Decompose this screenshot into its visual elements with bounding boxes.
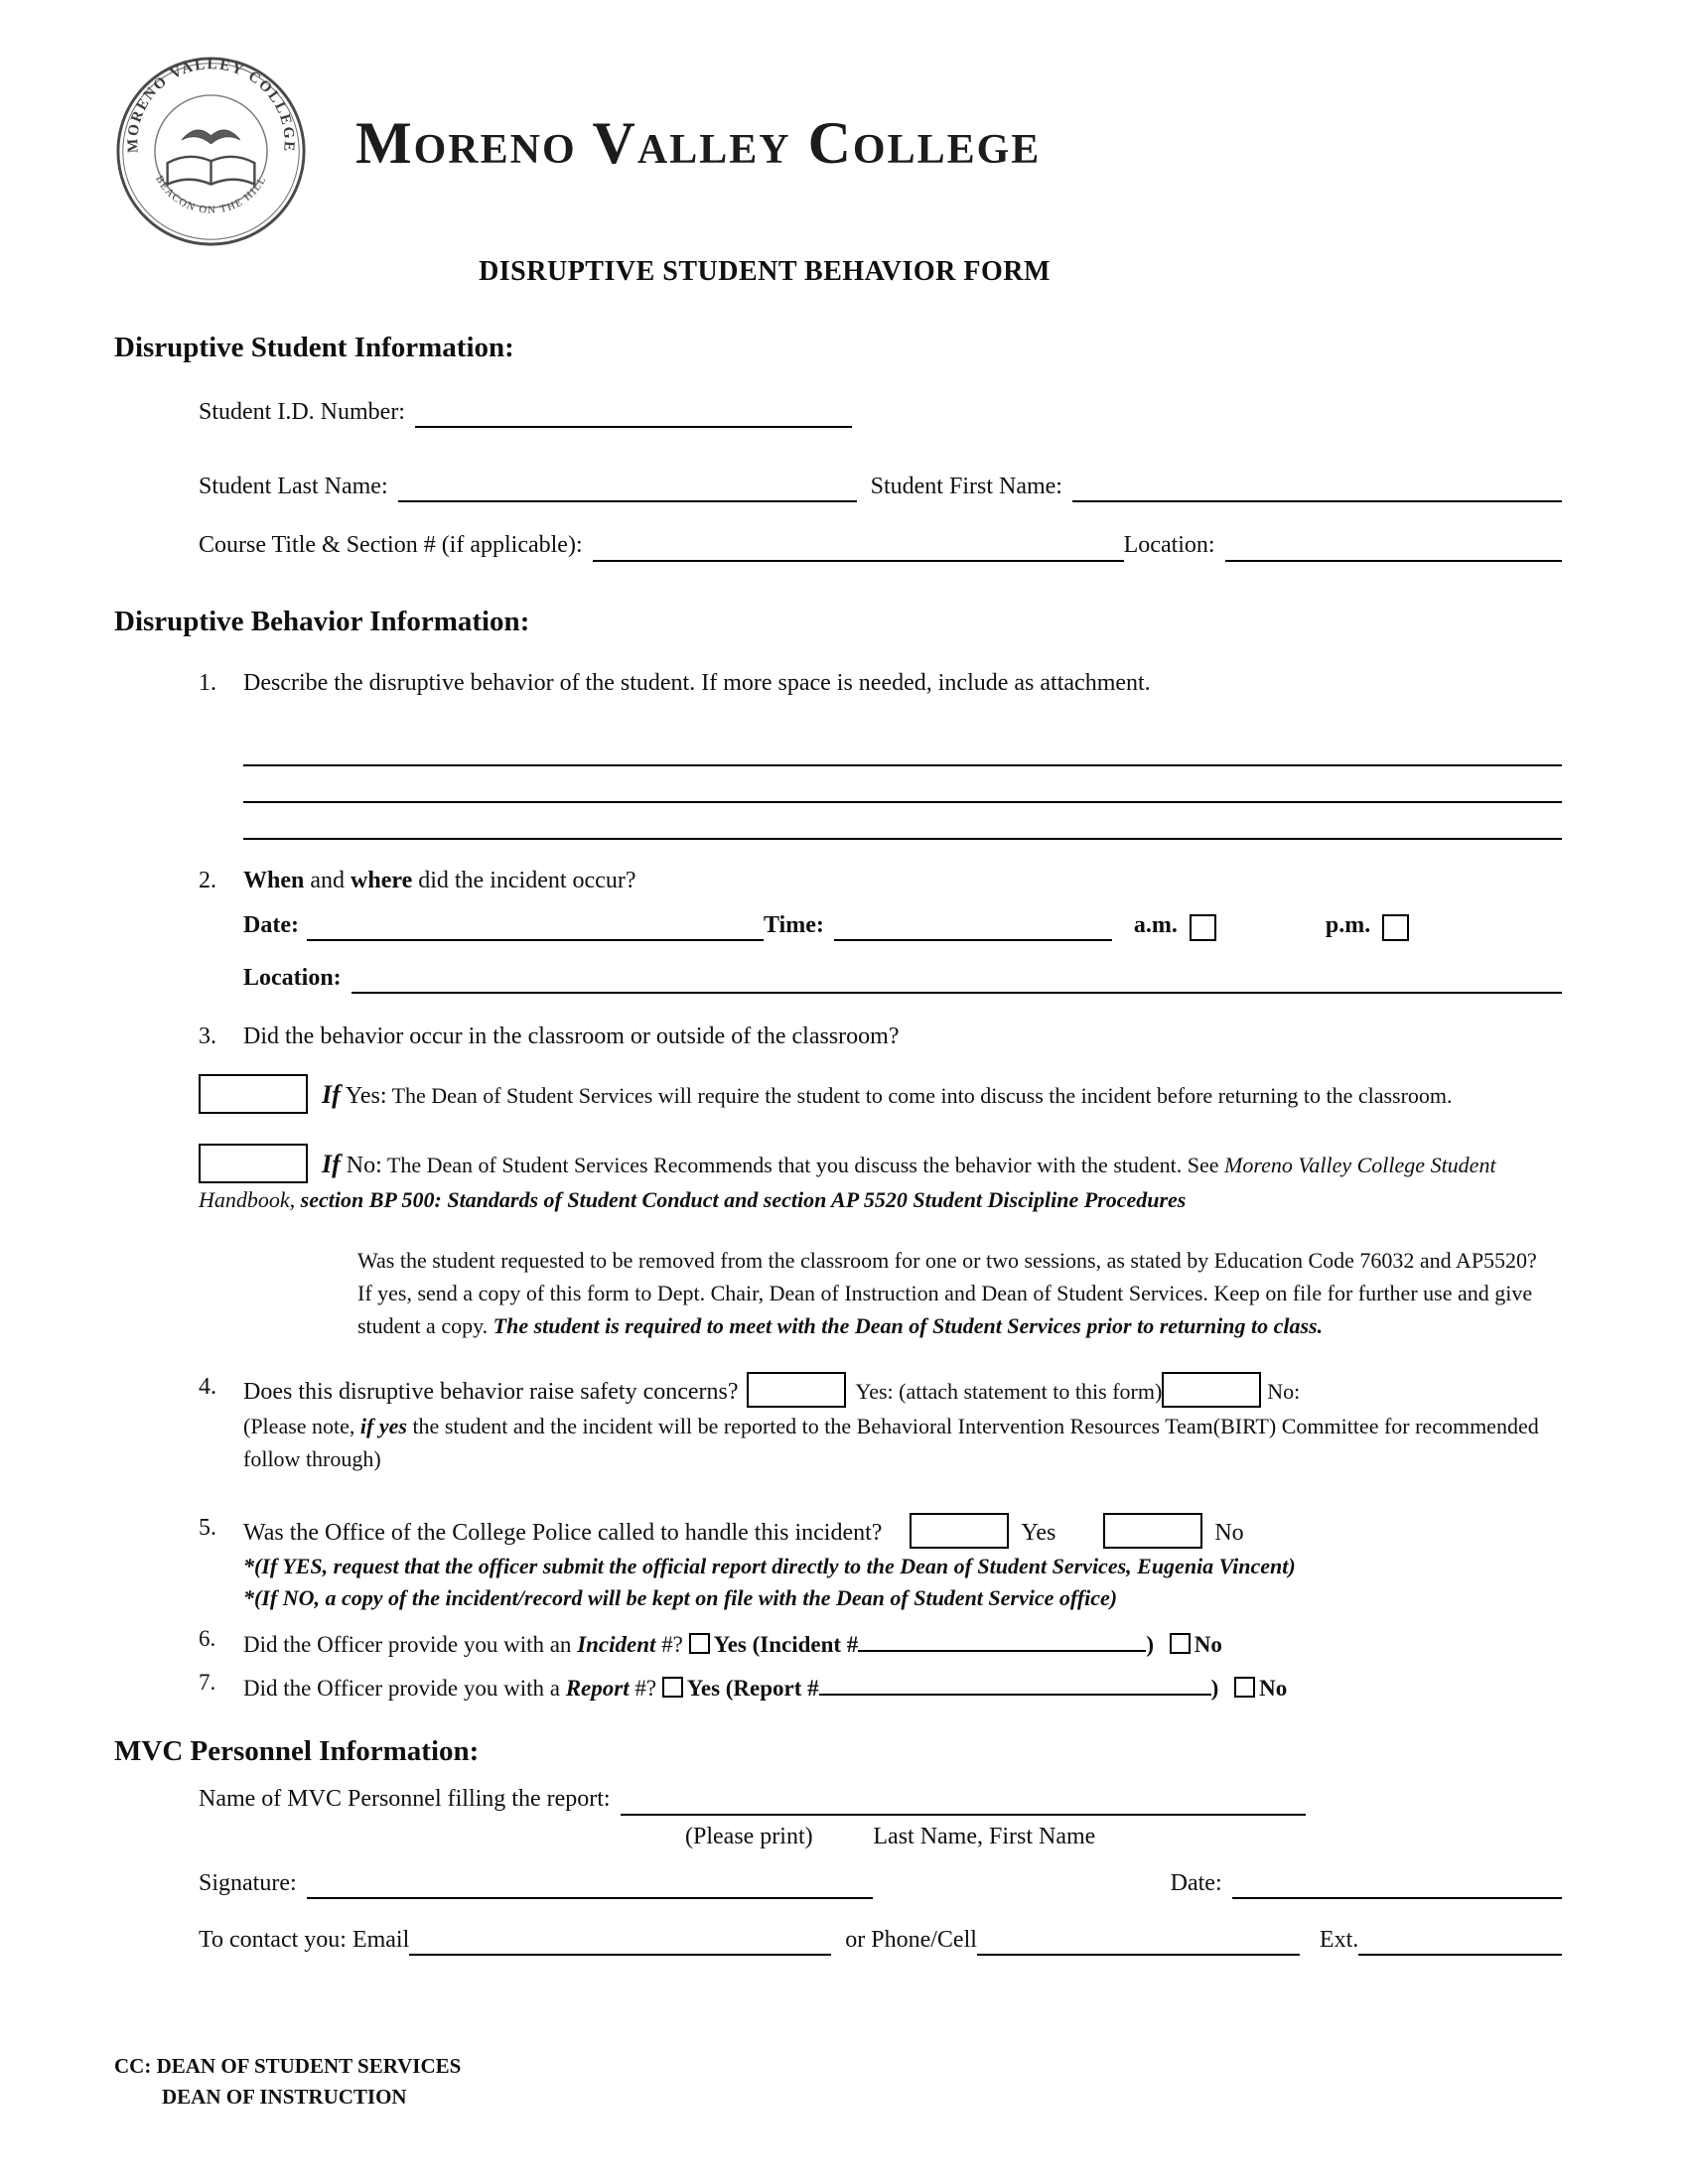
student-id-label: Student I.D. Number: (199, 399, 405, 426)
cc-footer (114, 2053, 1562, 2112)
safety-no-label: No: (1267, 1379, 1301, 1405)
police-no-label: No (1214, 1520, 1244, 1547)
if-no-label: No: (340, 1153, 382, 1179)
question-7-number: 7. (199, 1669, 216, 1695)
last-name-label: Student Last Name: (199, 474, 388, 500)
behavior-info-heading: Disruptive Behavior Information: (114, 605, 530, 637)
description-line-1[interactable] (243, 730, 1562, 766)
date-label: Date: (243, 911, 299, 938)
college-name: Moreno Valley College (355, 109, 1042, 176)
if-no-block: If No: The Dean of Student Services Recommends that you discuss the behavior with the student. See Moreno Valley College Student Handbook, section BP 500: Standards of Student Conduct and section AP 5520 Student Discipline Procedures (199, 1144, 1562, 1216)
am-label: a.m. (1133, 911, 1178, 938)
if-yes-block (199, 1074, 1562, 1114)
college-seal-logo (114, 55, 308, 248)
please-print-label: (Please print) (685, 1823, 813, 1849)
question-4-number: 4. (199, 1374, 216, 1401)
report-yes-label: Yes (Report # (686, 1675, 819, 1701)
if-no-bold-tail: section BP 500: Standards of Student Conduct and section AP 5520 Student Discipline Procedures (300, 1187, 1187, 1213)
personnel-name-label: Name of MVC Personnel filling the report: (199, 1786, 611, 1813)
if-yes-text: The Dean of Student Services will require the student to come into discuss the incident before returning to the classroom. (386, 1083, 1453, 1109)
safety-yes-note: (attach statement to this form) (893, 1379, 1163, 1405)
contact-row (199, 1925, 1562, 1956)
incident-location-label: Location: (243, 964, 342, 991)
report-no-checkbox[interactable] (1234, 1677, 1255, 1698)
please-print-row (685, 1822, 1562, 1852)
if-no-word: If (322, 1150, 341, 1179)
first-name-blank[interactable] (1072, 475, 1562, 502)
safety-yes-label: Yes: (855, 1379, 894, 1405)
contact-email-label: To contact you: Email (199, 1926, 410, 1953)
time-blank[interactable] (834, 913, 1112, 941)
police-yes-label: Yes (1021, 1520, 1056, 1547)
seal-top-text: MORENO VALLEY COLLEGE (125, 57, 297, 154)
classroom-yes-box[interactable] (199, 1074, 308, 1114)
time-label: Time: (763, 911, 824, 938)
personnel-name-blank[interactable] (621, 1788, 1306, 1816)
question-7-text: Did the Officer provide you with a (243, 1675, 566, 1701)
ext-blank[interactable] (1358, 1928, 1562, 1956)
incident-no-label: No (1194, 1631, 1222, 1657)
description-line-2[interactable] (243, 766, 1562, 803)
pm-label: p.m. (1325, 911, 1371, 938)
incident-location-row (243, 963, 1562, 994)
signature-date-label: Date: (1170, 1869, 1222, 1896)
cc-line-2: DEAN OF INSTRUCTION (162, 2085, 407, 2110)
question-1-text: Describe the disruptive behavior of the student. If more space is needed, include as attachment. (243, 670, 1151, 697)
report-yes-checkbox[interactable] (662, 1677, 683, 1698)
question-4 (199, 1372, 1562, 1475)
question-3 (199, 1022, 1562, 1052)
if-yes-label: Yes: (340, 1083, 387, 1110)
date-time-row (243, 910, 1562, 941)
student-id-row (199, 397, 1562, 428)
police-no-box[interactable] (1103, 1513, 1202, 1549)
signature-row (199, 1868, 1562, 1899)
cc-line-1: CC: DEAN OF STUDENT SERVICES (114, 2054, 462, 2079)
incident-yes-label: Yes (Incident # (713, 1631, 859, 1657)
signature-date-blank[interactable] (1232, 1871, 1562, 1899)
report-no-label: No (1259, 1675, 1288, 1701)
course-location-blank[interactable] (1225, 534, 1562, 562)
seal-emblem-eagle-book-icon (168, 130, 255, 185)
personnel-heading: MVC Personnel Information: (114, 1734, 480, 1767)
question-6-number: 6. (199, 1625, 216, 1651)
classroom-no-box[interactable] (199, 1144, 308, 1183)
question-5-text: Was the Office of the College Police called to handle this incident? (243, 1520, 883, 1547)
safety-no-box[interactable] (1162, 1372, 1261, 1408)
question-1 (199, 668, 1562, 699)
question-5 (199, 1513, 1562, 1614)
course-blank[interactable] (593, 534, 1124, 562)
last-name-blank[interactable] (398, 475, 857, 502)
am-checkbox[interactable] (1190, 914, 1216, 941)
removal-bold: The student is required to meet with the Dean of Student Services prior to returning to class. (492, 1313, 1324, 1339)
student-name-row (199, 472, 1562, 502)
form-title: DISRUPTIVE STUDENT BEHAVIOR FORM (479, 256, 1051, 287)
signature-label: Signature: (199, 1869, 297, 1896)
handbook-title: Moreno Valley College Student Handbook (199, 1153, 1496, 1213)
if-no-text: The Dean of Student Services Recommends that you discuss the behavior with the student. See (381, 1153, 1225, 1178)
date-blank[interactable] (307, 913, 764, 941)
question-6: 6. Did the Officer provide you with an Incident #? Yes (Incident # ) No (199, 1624, 1562, 1660)
question-4-text: Does this disruptive behavior raise safety concerns? (243, 1379, 739, 1406)
incident-no-checkbox[interactable] (1170, 1633, 1191, 1654)
signature-blank[interactable] (307, 1871, 873, 1899)
if-yes-word: If (322, 1080, 341, 1110)
phone-label: or Phone/Cell (845, 1926, 977, 1953)
student-id-blank[interactable] (415, 400, 852, 428)
question-6-text: Did the Officer provide you with an (243, 1631, 578, 1657)
police-yes-note: *(If YES, request that the officer submit the official report directly to the Dean of Student Services, Eugenia Vincent) (243, 1554, 1296, 1579)
question-7: 7. Did the Officer provide you with a Report #? Yes (Report # ) No (199, 1668, 1562, 1704)
first-name-label: Student First Name: (870, 474, 1062, 500)
name-format-label: Last Name, First Name (873, 1823, 1096, 1849)
report-number-blank[interactable] (819, 1668, 1211, 1696)
incident-number-blank[interactable] (858, 1624, 1146, 1652)
question-3-text: Did the behavior occur in the classroom or outside of the classroom? (243, 1024, 900, 1050)
question-1-number: 1. (199, 670, 216, 697)
question-2-number: 2. (199, 867, 216, 893)
pm-checkbox[interactable] (1382, 914, 1409, 941)
description-line-3[interactable] (243, 803, 1562, 840)
course-location-label: Location: (1123, 532, 1215, 559)
question-2 (199, 866, 1562, 995)
email-blank[interactable] (409, 1928, 831, 1956)
removal-paragraph: Was the student requested to be removed from the classroom for one or two sessions, as stated by Education Code 76032 and AP5520? If yes, send a copy of this form to Dept. Chair, Dean of Instruction and Dean of Student Services. Keep on file for further use and give student a copy. The student is required to meet with the Dean of Student Services prior to returning to class. (357, 1248, 1537, 1339)
police-yes-box[interactable] (910, 1513, 1009, 1549)
safety-yes-box[interactable] (747, 1372, 846, 1408)
course-label: Course Title & Section # (if applicable): (199, 532, 583, 559)
police-no-note: *(If NO, a copy of the incident/record will be kept on file with the Dean of Student Service office) (243, 1584, 1118, 1610)
ext-label: Ext. (1319, 1926, 1359, 1953)
question-5-number: 5. (199, 1515, 216, 1542)
incident-yes-checkbox[interactable] (689, 1633, 710, 1654)
phone-blank[interactable] (977, 1928, 1300, 1956)
course-row (199, 530, 1562, 561)
header (114, 55, 1562, 248)
question-2-text: When and where did the incident occur? (243, 867, 636, 893)
personnel-name-row (199, 1784, 1562, 1815)
student-info-heading: Disruptive Student Information: (114, 332, 514, 364)
birt-note: (Please note, if yes the student and the incident will be reported to the Behavioral Intervention Resources Team(BIRT) Committee for recommended follow through) (243, 1414, 1539, 1472)
seal-bottom-text: BEACON ON THE HILL (153, 173, 269, 216)
question-3-number: 3. (199, 1024, 216, 1050)
incident-location-blank[interactable] (352, 966, 1562, 994)
